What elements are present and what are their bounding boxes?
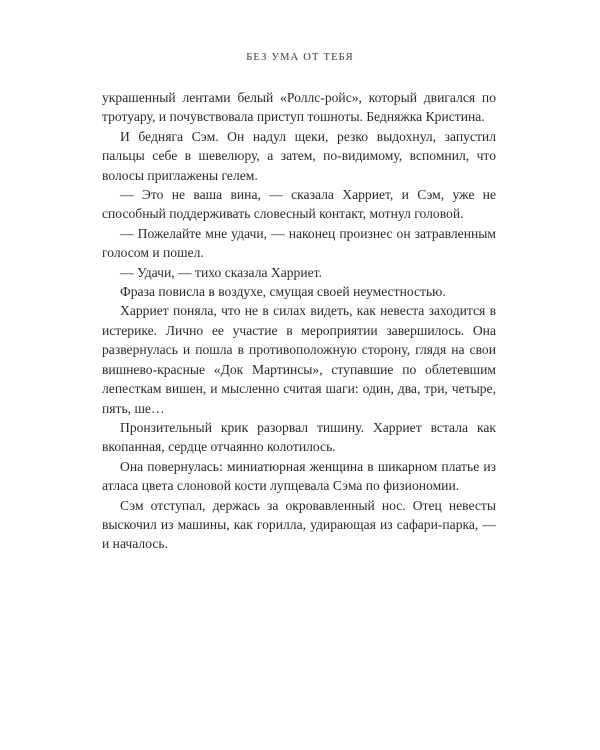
- paragraph: — Удачи, — тихо сказала Харриет.: [120, 264, 322, 280]
- paragraph: — Это не ваша вина, — сказала Харриет, и Сэм, уже не способный поддерживать словесный контакт, мотнул головой.: [102, 187, 496, 222]
- paragraph: Фраза повисла в воздухе, смущая своей неуместностью.: [120, 284, 446, 300]
- paragraph: Харриет поняла, что не в силах видеть, как невеста заходится в истерике. Лично ее участие в мероприятии завершилось. Она развернулась и пошла в противоположную сторону, глядя на свои вишнево-красные «Док Мартинсы», ступавшие по облетевшим лепесткам вишен, и мысленно считая шаги: один, два, три, четыре, пять, ше…: [102, 303, 496, 416]
- paragraph: Пронзительный крик разорвал тишину. Харриет встала как вкопанная, сердце отчаянно колотилось.: [102, 419, 496, 455]
- body-text: [102, 88, 496, 554]
- paragraph: украшенный лентами белый «Роллс-ройс», который двигался по тротуару, и почувствовала приступ тошноты. Бедняжка Кристина.: [102, 90, 496, 125]
- running-head: БЕЗ УМА ОТ ТЕБЯ: [246, 52, 354, 63]
- paragraph: — Пожелайте мне удачи, — наконец произнес он затравленным голосом и пошел.: [102, 225, 496, 261]
- paragraph: Сэм отступал, держась за окровавленный нос. Отец невесты выскочил из машины, как горилла, удирающая из сафари-парка, — и началось.: [102, 497, 496, 552]
- paragraph: Она повернулась: миниатюрная женщина в шикарном платье из атласа цвета слоновой кости лупцевала Сэма по физиономии.: [102, 458, 496, 494]
- paragraph: И бедняга Сэм. Он надул щеки, резко выдохнул, запустил пальцы себе в шевелюру, а затем, по-видимому, вспомнил, что волосы приглажены гелем.: [102, 128, 496, 183]
